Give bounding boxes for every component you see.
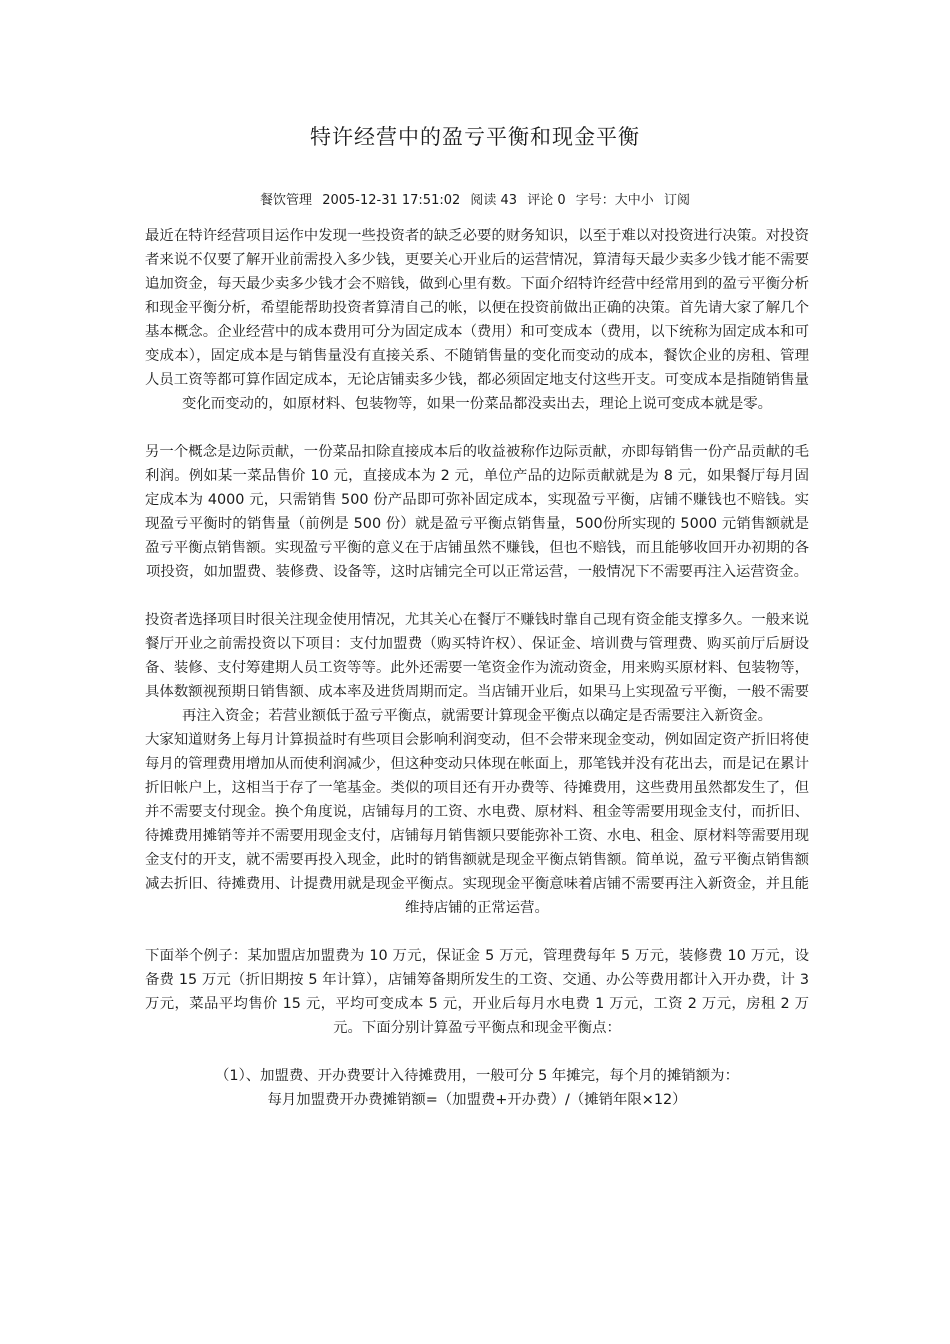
meta-datetime: 2005-12-31 17:51:02	[322, 193, 461, 208]
meta-comments[interactable]: 评论 0	[527, 193, 566, 208]
paragraph-gap	[145, 920, 809, 944]
meta-category[interactable]: 餐饮管理	[260, 193, 313, 208]
paragraph-gap	[145, 584, 809, 608]
paragraph-4: 大家知道财务上每月计算损益时有些项目会影响利润变动，但不会带来现金变动，例如固定资产折旧将使每月的管理费用增加从而使利润减少，但这种变动只体现在帐面上，那笔钱并没有花出去，而是记在累计折旧帐户上，这相当于存了一笔基金。类似的项目还有开办费等、待摊费用，这些费用虽然都发生了，但并不需要支付现金。换个角度说，店铺每月的工资、水电费、原材料、租金等需要用现金支付，而折旧、待摊费用摊销等并不需要用现金支付，店铺每月销售额只要能弥补工资、水电、租金、原材料等需要用现金支付的开支，就不需要再投入现金，此时的销售额就是现金平衡点销售额。简单说，盈亏平衡点销售额减去折旧、待摊费用、计提费用就是现金平衡点。实现现金平衡意味着店铺不需要再注入新资金，并且能维持店铺的正常运营。	[145, 732, 809, 916]
paragraph-5: 下面举个例子：某加盟店加盟费为 10 万元，保证金 5 万元，管理费每年 5 万元，装修费 10 万元，设备费 15 万元（折旧期按 5 年计算），店铺筹备期所发生的工资、交通、办公等费用都计入开办费，计 3 万元，菜品平均售价 15 元，平均可变成本 5 元，开业后每月水电费 1 万元，工资 2 万元，房租 2 万元。下面分别计算盈亏平衡点和现金平衡点：	[145, 948, 809, 1036]
step-1-text: （1）、加盟费、开办费要计入待摊费用，一般可分 5 年摊完，每个月的摊销额为：	[215, 1068, 739, 1084]
article-meta	[0, 191, 950, 211]
paragraph-3: 投资者选择项目时很关注现金使用情况，尤其关心在餐厅不赚钱时靠自己现有资金能支撑多久。一般来说餐厅开业之前需投资以下项目：支付加盟费（购买特许权）、保证金、培训费与管理费、购买前厅后厨设备、装修、支付筹建期人员工资等等。此外还需要一笔资金作为流动资金，用来购买原材料、包装物等，具体数额视预期日销售额、成本率及进货周期而定。当店铺开业后，如果马上实现盈亏平衡，一般不需要再注入资金；若营业额低于盈亏平衡点，就需要计算现金平衡点以确定是否需要注入新资金。	[145, 612, 809, 724]
meta-reads: 阅读 43	[470, 193, 518, 208]
article-body	[145, 224, 809, 1112]
paragraph-2: 另一个概念是边际贡献，一份菜品扣除直接成本后的收益被称作边际贡献，亦即每销售一份产品贡献的毛利润。例如某一菜品售价 10 元，直接成本为 2 元，单位产品的边际贡献就是为 8 元，如果餐厅每月固定成本为 4000 元，只需销售 500 份产品即可弥补固定成本，实现盈亏平衡，店铺不赚钱也不赔钱。实现盈亏平衡时的销售量（前例是 500 份）就是盈亏平衡点销售量，500份所实现的 5000 元销售额就是盈亏平衡点销售额。实现盈亏平衡的意义在于店铺虽然不赚钱，但也不赔钱，而且能够收回开办初期的各项投资，如加盟费、装修费、设备等，这时店铺完全可以正常运营，一般情况下不需要再注入运营资金。	[145, 444, 809, 580]
paragraph-1: 最近在特许经营项目运作中发现一些投资者的缺乏必要的财务知识，以至于难以对投资进行决策。对投资者来说不仅要了解开业前需投入多少钱，更要关心开业后的运营情况，算清每天最少卖多少钱才能不需要追加资金，每天最少卖多少钱才会不赔钱，做到心里有数。下面介绍特许经营中经常用到的盈亏平衡分析和现金平衡分析，希望能帮助投资者算清自己的帐，以便在投资前做出正确的决策。首先请大家了解几个基本概念。企业经营中的成本费用可分为固定成本（费用）和可变成本（费用，以下统称为固定成本和可变成本），固定成本是与销售量没有直接关系、不随销售量的变化而变动的成本，餐饮企业的房租、管理人员工资等都可算作固定成本，无论店铺卖多少钱，都必须固定地支付这些开支。可变成本是指随销售量变化而变动的，如原材料、包装物等，如果一份菜品都没卖出去，理论上说可变成本就是零。	[145, 228, 809, 412]
paragraph-gap	[145, 416, 809, 440]
page-title: 特许经营中的盈亏平衡和现金平衡	[310, 125, 640, 149]
formula-1: 每月加盟费开办费摊销额=（加盟费+开办费）/（摊销年限×12）	[267, 1092, 687, 1108]
paragraph-gap	[145, 1040, 809, 1064]
meta-font-size[interactable]: 字号：大中小	[575, 193, 654, 208]
meta-subscribe[interactable]: 订阅	[663, 193, 690, 208]
